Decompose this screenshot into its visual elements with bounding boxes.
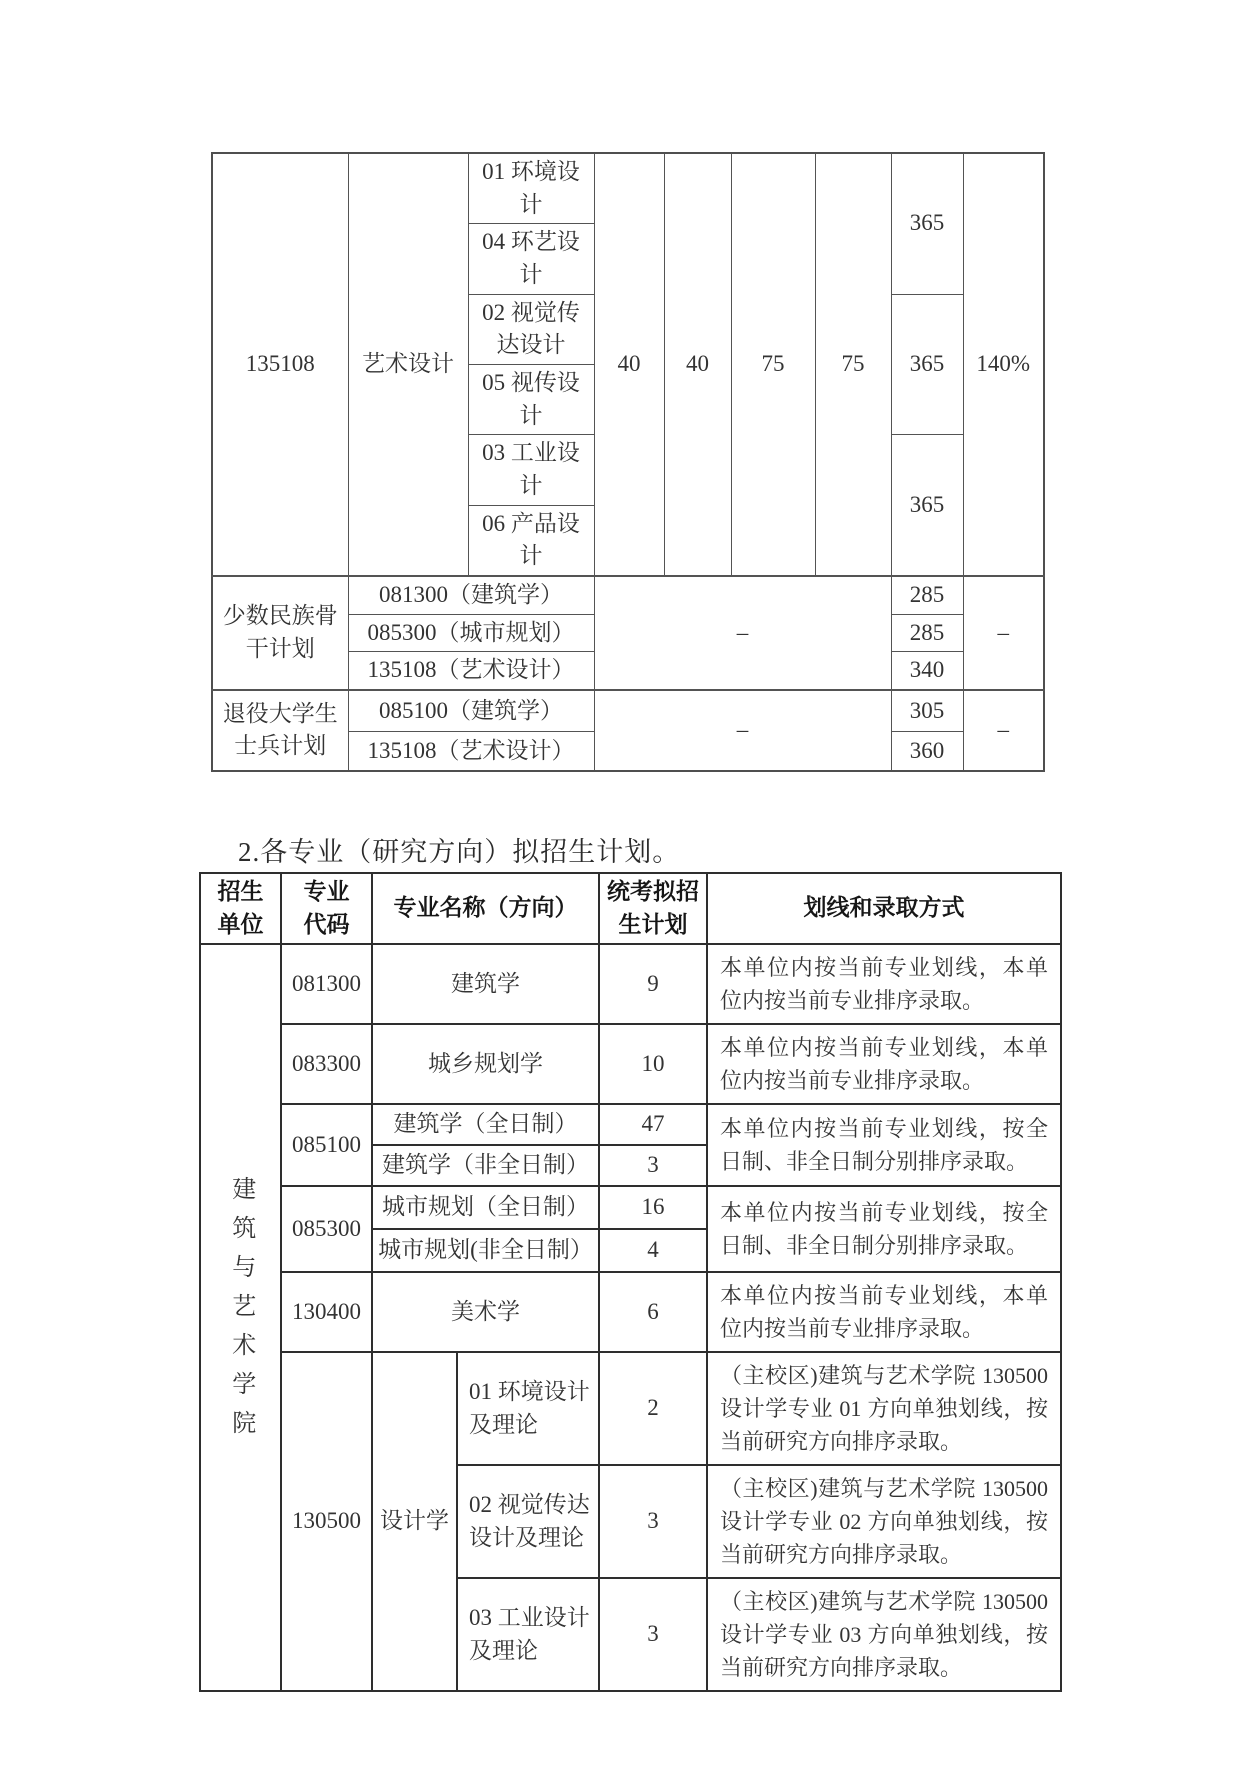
plan-count-cell: 3	[599, 1145, 707, 1186]
policy-cell: 本单位内按当前专业划线，按全日制、非全日制分别排序录取。	[707, 1186, 1061, 1272]
unit-vertical-text: 建筑与艺术学院	[227, 1176, 254, 1450]
major-name-cell: 艺术设计	[348, 153, 468, 576]
policy-cell: 本单位内按当前专业划线，按全日制、非全日制分别排序录取。	[707, 1104, 1061, 1186]
score-cell: 285	[891, 576, 963, 614]
score-cell: 365	[891, 153, 963, 294]
quota-cell: 75	[731, 153, 815, 576]
major-code-cell: 135108	[212, 153, 348, 576]
direction-cell: 02 视觉传达设计及理论	[457, 1465, 599, 1578]
major-name-cell: 建筑学	[372, 944, 599, 1024]
plan-count-cell: 16	[599, 1186, 707, 1229]
direction-cell: 03 工业设计及理论	[457, 1578, 599, 1691]
direction-cell: 04 环艺设计	[468, 224, 594, 294]
policy-cell: （主校区)建筑与艺术学院 130500 设计学专业 01 方向单独划线，按当前研究方向排序录取。	[707, 1352, 1061, 1465]
score-cell: 285	[891, 614, 963, 652]
direction-cell: 06 产品设计	[468, 505, 594, 576]
dash-cell: –	[594, 690, 891, 771]
direction-cell: 01 环境设计	[468, 153, 594, 224]
code-cell: 083300	[281, 1024, 372, 1104]
major-name-cell: 建筑学（非全日制）	[372, 1145, 599, 1186]
policy-cell: 本单位内按当前专业划线，本单位内按当前专业排序录取。	[707, 1024, 1061, 1104]
dash-cell: –	[963, 576, 1044, 690]
policy-cell: 本单位内按当前专业划线，本单位内按当前专业排序录取。	[707, 944, 1061, 1024]
score-cell: 360	[891, 732, 963, 771]
major-name-cell: 设计学	[372, 1352, 457, 1691]
ratio-cell: 140%	[963, 153, 1044, 576]
plan-major-cell: 081300（建筑学）	[348, 576, 594, 614]
quota-cell: 40	[594, 153, 664, 576]
header-major-name: 专业名称（方向）	[372, 873, 599, 944]
policy-cell: （主校区)建筑与艺术学院 130500 设计学专业 03 方向单独划线，按当前研究方向排序录取。	[707, 1578, 1061, 1691]
plan-major-cell: 135108（艺术设计）	[348, 732, 594, 771]
plan-major-cell: 135108（艺术设计）	[348, 652, 594, 690]
code-cell: 130400	[281, 1272, 372, 1352]
plan-count-cell: 9	[599, 944, 707, 1024]
header-plan-count: 统考拟招生计划	[599, 873, 707, 944]
direction-cell: 03 工业设计	[468, 435, 594, 505]
major-name-cell: 城市规划（全日制）	[372, 1186, 599, 1229]
enrollment-plan-table	[199, 872, 1062, 1692]
plan-count-cell: 3	[599, 1578, 707, 1691]
code-cell: 081300	[281, 944, 372, 1024]
score-cell: 365	[891, 294, 963, 435]
header-code: 专业代码	[281, 873, 372, 944]
quota-cell: 40	[664, 153, 731, 576]
score-cell: 365	[891, 435, 963, 576]
admission-score-table	[211, 152, 1045, 772]
direction-cell: 05 视传设计	[468, 364, 594, 434]
code-cell: 085100	[281, 1104, 372, 1186]
code-cell: 085300	[281, 1186, 372, 1272]
dash-cell: –	[963, 690, 1044, 771]
plan-major-cell: 085100（建筑学）	[348, 690, 594, 732]
quota-cell: 75	[815, 153, 891, 576]
plan-count-cell: 6	[599, 1272, 707, 1352]
plan-count-cell: 2	[599, 1352, 707, 1465]
major-name-cell: 城市规划(非全日制）	[372, 1229, 599, 1272]
unit-cell	[200, 944, 281, 1691]
major-name-cell: 城乡规划学	[372, 1024, 599, 1104]
plan-label-cell: 退役大学生士兵计划	[212, 690, 348, 771]
code-cell: 130500	[281, 1352, 372, 1691]
plan-label-cell: 少数民族骨干计划	[212, 576, 348, 690]
plan-count-cell: 47	[599, 1104, 707, 1145]
dash-cell: –	[594, 576, 891, 690]
plan-major-cell: 085300（城市规划）	[348, 614, 594, 652]
header-unit: 招生单位	[200, 873, 281, 944]
plan-count-cell: 3	[599, 1465, 707, 1578]
plan-count-cell: 4	[599, 1229, 707, 1272]
policy-cell: （主校区)建筑与艺术学院 130500 设计学专业 02 方向单独划线，按当前研究方向排序录取。	[707, 1465, 1061, 1578]
major-name-cell: 建筑学（全日制）	[372, 1104, 599, 1145]
header-policy: 划线和录取方式	[707, 873, 1061, 944]
plan-count-cell: 10	[599, 1024, 707, 1104]
direction-cell: 02 视觉传达设计	[468, 294, 594, 364]
policy-cell: 本单位内按当前专业划线，本单位内按当前专业排序录取。	[707, 1272, 1061, 1352]
direction-cell: 01 环境设计及理论	[457, 1352, 599, 1465]
section-heading: 2.各专业（研究方向）拟招生计划。	[238, 837, 681, 867]
score-cell: 305	[891, 690, 963, 732]
score-cell: 340	[891, 652, 963, 690]
major-name-cell: 美术学	[372, 1272, 599, 1352]
